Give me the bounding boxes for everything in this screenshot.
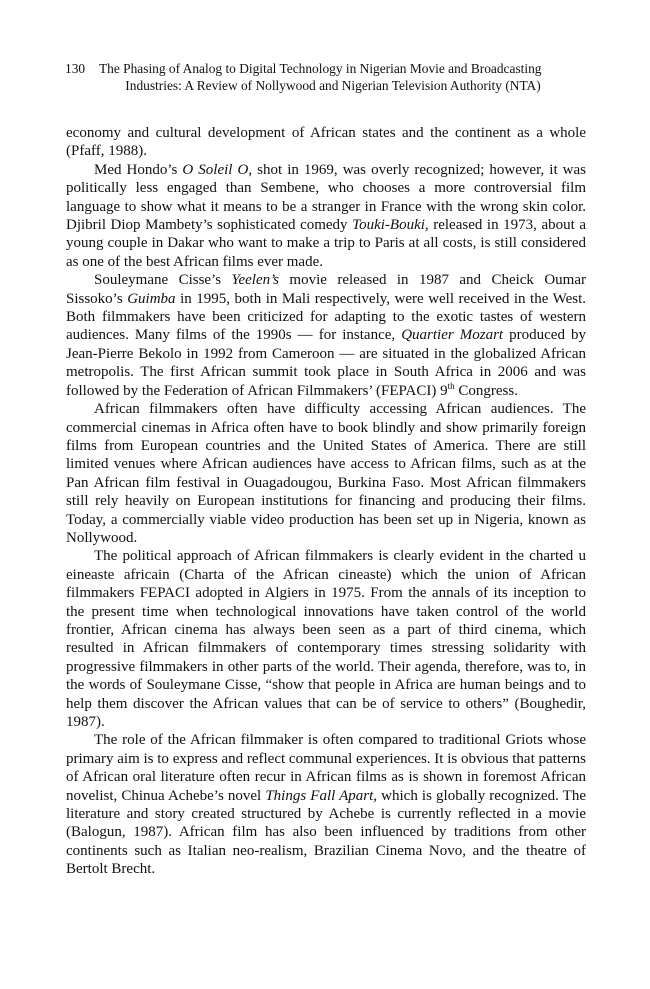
paragraph-2 [66, 161, 586, 271]
paragraph-4: African filmmakers often have difficulty accessing African audiences. The commercial cinemas in Africa often have to book blindly and show primarily foreign films from European countries and the United States of America. There are still limited venues where African audiences have access to African films, such as at the Pan African film festival in Ouagadougou, Burkina Faso. Most African filmmakers still rely heavily on European institutions for financing and producing their films. Today, a commercially viable video production has been set up in Nigeria, known as Nollywood. [66, 401, 586, 546]
p2-text-a: Med Hondo’s [94, 161, 183, 178]
running-title-line-2: Industries: A Review of Nollywood and Nigerian Television Authority (NTA) [125, 78, 541, 93]
body-text [66, 124, 586, 879]
p3-text-d: produced by Jean-Pierre Bekolo in 1992 from Cameroon — are situated in the globalized African metropolis. The first African summit took place in South Africa in 2006 and was followed by the Federation of African Filmmakers’ (FEPACI) 9 [66, 327, 587, 399]
p2-text-b: , shot in 1969, was overly recognized; however, it was politically less engaged than Sembene, who chooses a more controversial film language to show what it means to be a stranger in France with the wrong skin color. Djibril Diop Mambety’s sophisticated comedy [66, 161, 586, 234]
paragraph-6 [66, 731, 586, 878]
paragraph-1: economy and cultural development of African states and the continent as a whole (Pfaff, 1988). [66, 125, 586, 160]
book-title-things-fall-apart: Things Fall Apart, [265, 787, 378, 804]
film-title-quartier-mozart: Quartier Mozart [401, 327, 504, 344]
p6-text-b: which is globally recognized. The literature and story created structured by Achebe is currently reflected in a movie (Balogun, 1987). African film has also been influenced by traditions from other continents such as Italian neo-realism, Brazilian Cinema Novo, and the theatre of Bertolt Brecht. [66, 787, 587, 878]
p6-text-a: The role of the African filmmaker is often compared to traditional Griots whose primary aim is to express and reflect communal experiences. It is obvious that patterns of African oral literature often recur in African films as is shown in foremost African novelist, Chinua Achebe’s novel [66, 732, 586, 804]
film-title-touki-bouki: Touki-Bouki, [352, 217, 429, 234]
paragraph-5: The political approach of African filmmakers is clearly evident in the charted u eineaste africain (Charta of the African cineaste) which the union of African filmmakers FEPACI adopted in Algiers in 1975. From the annals of its inception to the present time when technological innovations have taken control of the world frontier, African cinema has always been seen as a part of third cinema, which resulted in African filmmakers of contemporary times stressing solidarity with progressive filmmakers in other parts of the world. Their agenda, therefore, was to, in the words of Souleymane Cisse, “show that people in Africa are human beings and to help them discover the African values that can be of service to others” (Boughedir, 1987). [66, 548, 586, 730]
p2-text-c: released in 1973, about a young couple in Dakar who want to make a trip to Paris at all costs, is still considered as one of the best African films ever made. [66, 217, 587, 270]
running-header [65, 60, 587, 94]
ordinal-superscript: th [447, 380, 455, 391]
header-line-1 [65, 60, 587, 77]
p3-text-e: Congress. [454, 382, 518, 399]
p3-text-c: in 1995, both in Mali respectively, were well received in the West. Both filmmakers have been criticized for adapting to the exotic tastes of western audiences. Many films of the 1990s — for instance, [66, 290, 586, 344]
running-title-line-1: The Phasing of Analog to Digital Technology in Nigerian Movie and Broadcasting [99, 61, 542, 76]
film-title-o-soleil-o: O Soleil O [182, 161, 249, 178]
p3-text-b: movie released in 1987 and Cheick Oumar Sissoko’s [66, 272, 586, 307]
film-title-guimba: Guimba [127, 290, 176, 307]
film-title-yeelen: Yeelen’s [231, 272, 280, 289]
page-number: 130 [65, 61, 86, 76]
p3-text-a: Souleymane Cisse’s [94, 272, 232, 289]
paragraph-3 [66, 271, 586, 400]
